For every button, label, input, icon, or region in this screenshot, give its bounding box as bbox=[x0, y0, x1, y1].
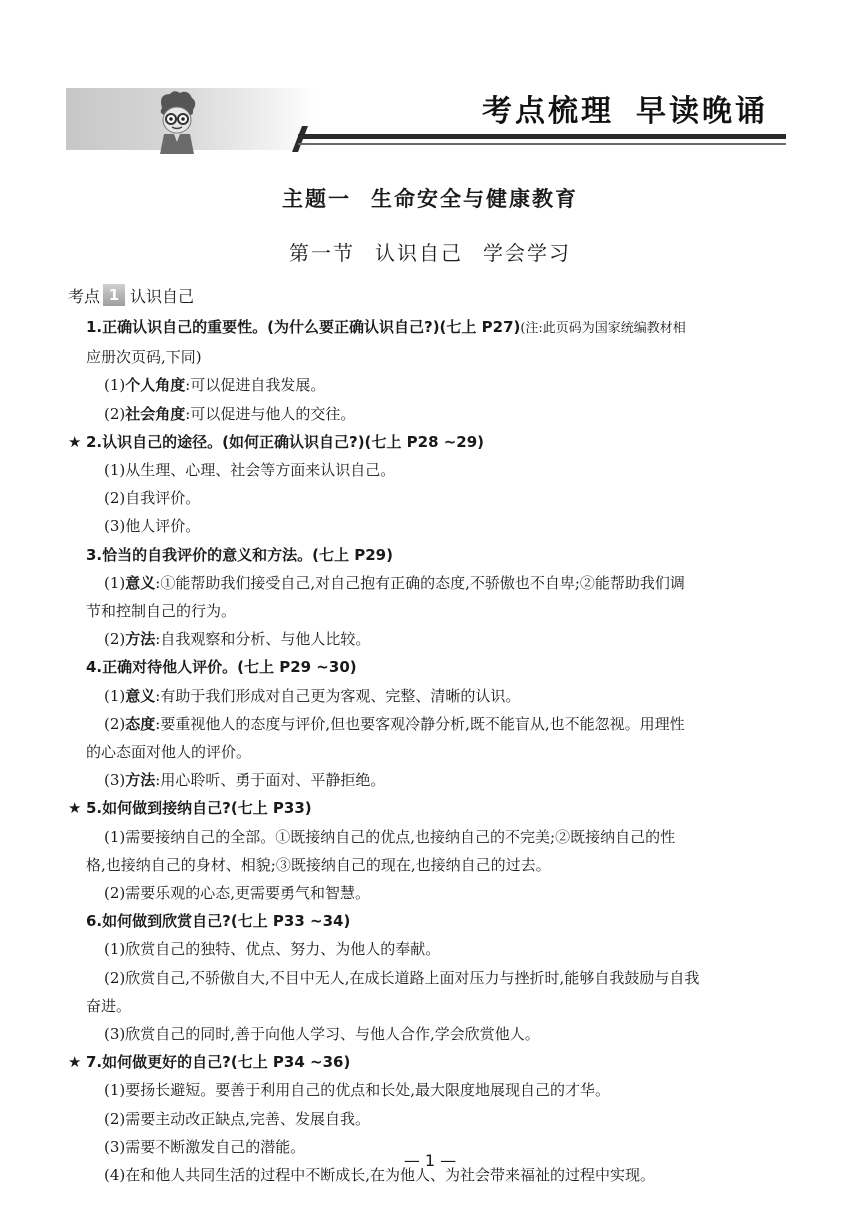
answer-number: (1) bbox=[104, 376, 126, 395]
answer-text: 需要主动改正缺点,完善、发展自我。 bbox=[125, 1109, 371, 1128]
answer-text: 自我评价。 bbox=[125, 489, 201, 508]
answer-label: 方法 bbox=[125, 630, 156, 649]
answer-text: 从生理、心理、社会等方面来认识自己。 bbox=[125, 461, 396, 480]
topic-heading bbox=[68, 283, 194, 307]
question-note-continued: 应册次页码,下同) bbox=[86, 348, 202, 367]
question-number: 3. bbox=[86, 545, 103, 564]
answer-text: 需要乐观的心态,更需要勇气和智慧。 bbox=[125, 884, 371, 903]
question-heading bbox=[68, 428, 800, 456]
theme-title bbox=[0, 183, 860, 213]
question-block bbox=[68, 794, 800, 907]
question-block bbox=[68, 653, 800, 794]
page-number: — 1 — bbox=[403, 1151, 457, 1170]
mascot-illustration bbox=[150, 88, 204, 154]
answer-label: 社会角度 bbox=[125, 404, 186, 423]
answer-number: (3) bbox=[104, 771, 126, 790]
banner-title-part1: 考点梳理 bbox=[482, 94, 614, 129]
question-block bbox=[68, 313, 800, 428]
banner-rule-thick bbox=[298, 134, 786, 139]
answer-item bbox=[68, 484, 800, 512]
answer-item bbox=[68, 682, 800, 710]
answer-number: (1) bbox=[104, 686, 126, 705]
important-star-icon: ★ bbox=[68, 1053, 82, 1072]
answer-number: (4) bbox=[104, 1166, 126, 1185]
important-star-icon: ★ bbox=[68, 432, 82, 451]
answer-number: (2) bbox=[104, 968, 126, 987]
topic-title: 认识自己 bbox=[130, 286, 195, 306]
answer-item bbox=[68, 1076, 800, 1104]
answer-text: 他人评价。 bbox=[125, 517, 201, 536]
question-number: 2. bbox=[86, 432, 103, 451]
question-title: 正确对待他人评价。(七上 P29 ~30) bbox=[102, 658, 357, 677]
answer-item bbox=[68, 879, 800, 907]
question-number: 5. bbox=[86, 799, 103, 818]
answer-text: :用心聆听、勇于面对、平静拒绝。 bbox=[155, 771, 386, 790]
question-note: (注:此页码为国家统编教材相 bbox=[520, 321, 686, 336]
question-heading bbox=[68, 907, 800, 935]
answer-text: 欣赏自己的同时,善于向他人学习、与他人合作,学会欣赏他人。 bbox=[125, 1025, 540, 1044]
question-title: 如何做到欣赏自己?(七上 P33 ~34) bbox=[102, 912, 351, 931]
answer-item bbox=[68, 625, 800, 653]
banner-rule-thin bbox=[298, 143, 786, 145]
question-heading bbox=[68, 1048, 800, 1076]
question-heading bbox=[68, 794, 800, 822]
theme-title-part2: 生命安全与健康教育 bbox=[371, 187, 578, 211]
question-title: 如何做更好的自己?(七上 P34 ~36) bbox=[102, 1053, 351, 1072]
question-number: 1. bbox=[86, 318, 103, 336]
answer-item bbox=[68, 569, 800, 597]
answer-number: (1) bbox=[104, 461, 126, 480]
answer-item bbox=[68, 935, 800, 963]
answer-item bbox=[68, 710, 800, 738]
answer-label: 方法 bbox=[125, 771, 156, 790]
answer-text: :可以促进自我发展。 bbox=[185, 376, 326, 395]
answer-text: 需要接纳自己的全部。①既接纳自己的优点,也接纳自己的不完美;②既接纳自己的性 bbox=[125, 827, 676, 846]
question-title: 恰当的自我评价的意义和方法。(七上 P29) bbox=[102, 545, 393, 564]
section-title-part3: 学会学习 bbox=[483, 241, 571, 265]
answer-item bbox=[68, 964, 800, 992]
answer-number: (2) bbox=[104, 1109, 126, 1128]
answer-text: :有助于我们形成对自己更为客观、完整、清晰的认识。 bbox=[155, 686, 521, 705]
topic-prefix: 考点 bbox=[68, 286, 101, 306]
section-title-part2: 认识自己 bbox=[375, 241, 463, 265]
answer-text: 需要不断激发自己的潜能。 bbox=[125, 1137, 306, 1156]
answer-item bbox=[68, 823, 800, 851]
answer-text-continued: 奋进。 bbox=[86, 996, 132, 1015]
answer-text: 欣赏自己,不骄傲自大,不目中无人,在成长道路上面对压力与挫折时,能够自我鼓励与自我 bbox=[125, 968, 700, 987]
question-heading bbox=[68, 653, 800, 681]
question-block bbox=[68, 907, 800, 1048]
answer-number: (1) bbox=[104, 573, 126, 592]
section-title-part1: 第一节 bbox=[289, 241, 355, 265]
answer-text: :①能帮助我们接受自己,对自己抱有正确的态度,不骄傲也不自卑;②能帮助我们调 bbox=[155, 573, 685, 592]
answer-number: (3) bbox=[104, 1025, 126, 1044]
answer-item bbox=[68, 512, 800, 540]
question-title: 认识自己的途径。(如何正确认识自己?)(七上 P28 ~29) bbox=[102, 432, 485, 451]
question-heading bbox=[68, 541, 800, 569]
answer-text-continued: 格,也接纳自己的身材、相貌;③既接纳自己的现在,也接纳自己的过去。 bbox=[86, 855, 551, 874]
question-block bbox=[68, 541, 800, 654]
question-block bbox=[68, 428, 800, 541]
answer-label: 意义 bbox=[125, 573, 156, 592]
theme-title-part1: 主题一 bbox=[282, 187, 351, 211]
answer-text: :自我观察和分析、与他人比较。 bbox=[155, 630, 371, 649]
answer-number: (3) bbox=[104, 1137, 126, 1156]
answer-item bbox=[68, 371, 800, 399]
answer-label: 意义 bbox=[125, 686, 156, 705]
answer-text: 欣赏自己的独特、优点、努力、为他人的奉献。 bbox=[125, 940, 441, 959]
question-title: 如何做到接纳自己?(七上 P33) bbox=[102, 799, 312, 818]
topic-number-badge: 1 bbox=[103, 284, 125, 306]
answer-number: (2) bbox=[104, 404, 126, 423]
question-heading bbox=[68, 313, 800, 343]
question-list bbox=[68, 313, 800, 1189]
answer-number: (2) bbox=[104, 884, 126, 903]
answer-number: (1) bbox=[104, 827, 126, 846]
answer-text: :可以促进与他人的交往。 bbox=[185, 404, 356, 423]
answer-number: (1) bbox=[104, 1081, 126, 1100]
answer-number: (1) bbox=[104, 940, 126, 959]
answer-label: 个人角度 bbox=[125, 376, 186, 395]
answer-number: (2) bbox=[104, 489, 126, 508]
header-banner bbox=[66, 86, 786, 156]
answer-text: 在和他人共同生活的过程中不断成长,在为他人、为社会带来福祉的过程中实现。 bbox=[125, 1166, 656, 1185]
answer-number: (2) bbox=[104, 630, 126, 649]
answer-item bbox=[68, 1105, 800, 1133]
answer-item bbox=[68, 456, 800, 484]
question-number: 6. bbox=[86, 912, 103, 931]
answer-number: (3) bbox=[104, 517, 126, 536]
answer-label: 态度 bbox=[125, 714, 156, 733]
important-star-icon: ★ bbox=[68, 799, 82, 818]
question-title: 正确认识自己的重要性。(为什么要正确认识自己?)(七上 P27) bbox=[102, 318, 521, 336]
answer-text-continued: 节和控制自己的行为。 bbox=[86, 602, 237, 621]
question-number: 4. bbox=[86, 658, 103, 677]
answer-text: :要重视他人的态度与评价,但也要客观冷静分析,既不能盲从,也不能忽视。用理性 bbox=[155, 714, 685, 733]
answer-text-continued: 的心态面对他人的评价。 bbox=[86, 743, 252, 762]
banner-title-part2: 早读晚诵 bbox=[636, 94, 768, 129]
section-title bbox=[0, 237, 860, 266]
answer-item bbox=[68, 1020, 800, 1048]
banner-divider-slash bbox=[288, 126, 308, 152]
answer-number: (2) bbox=[104, 714, 126, 733]
answer-text: 要扬长避短。要善于利用自己的优点和长处,最大限度地展现自己的才华。 bbox=[125, 1081, 611, 1100]
answer-item bbox=[68, 766, 800, 794]
banner-title bbox=[482, 86, 768, 130]
question-number: 7. bbox=[86, 1053, 103, 1072]
answer-item bbox=[68, 400, 800, 428]
